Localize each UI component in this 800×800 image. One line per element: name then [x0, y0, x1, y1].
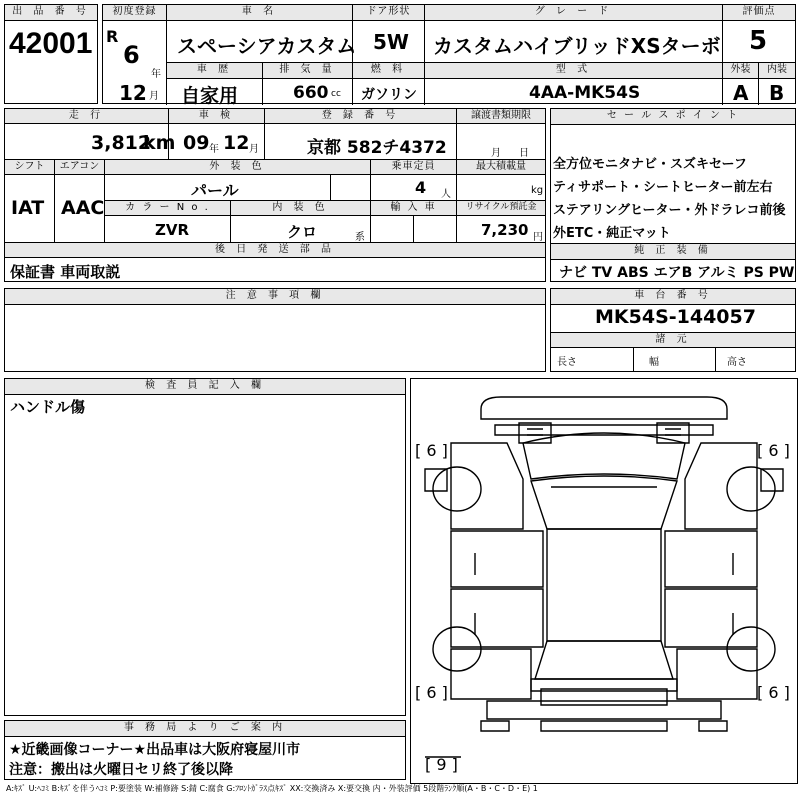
model-value: [425, 79, 723, 105]
tire-fl-value: 6: [426, 441, 437, 460]
plate-value: [265, 124, 457, 160]
model-text: 4AA-MK54S: [529, 83, 641, 103]
history-text: 自家用: [181, 85, 239, 107]
chassis-box: [550, 288, 796, 372]
reg-year-value: 6: [123, 41, 140, 69]
dimensions-header: 諸 元: [551, 332, 795, 348]
transfer-day-unit: 日: [519, 148, 529, 159]
tire-fr-value: 6: [768, 441, 779, 460]
dim-divider-1: [633, 347, 634, 371]
door-value: [353, 21, 425, 63]
inspector-value: ハンドル傷: [10, 398, 86, 416]
lot-number-value: 42001: [9, 27, 93, 60]
sales-points-box: [550, 108, 796, 282]
inspector-box: [4, 378, 406, 716]
grade-text: カスタムハイブリッドXSターボ: [433, 34, 721, 58]
int-color-value: [231, 216, 371, 243]
car-name-header: 車 名: [167, 5, 353, 21]
tire-fr-label: [ 6 ]: [757, 441, 790, 460]
int-color-header: 内 装 色: [231, 201, 371, 216]
recycle-text: 7,230: [481, 221, 529, 239]
door-text: 5W: [373, 30, 409, 54]
mileage-text: 3,812: [91, 132, 152, 154]
history-header: 車 歴: [167, 63, 263, 79]
kei-unit: 系: [355, 232, 365, 243]
year-unit: 年: [151, 69, 161, 80]
cc-unit: cc: [331, 89, 341, 99]
person-unit: 人: [441, 189, 451, 200]
plate-text: 京都 582チ4372: [307, 138, 447, 158]
transfer-header: 譲渡書類期限: [457, 109, 545, 124]
tire-rl-value: 6: [426, 683, 437, 702]
ac-header: エアコン: [55, 160, 105, 175]
insp-month-text: 12: [223, 132, 250, 154]
era-label: R: [106, 27, 119, 46]
import-value: [371, 216, 457, 243]
sales-points-header: セ ー ル ス ポ イ ン ト: [551, 109, 795, 125]
shift-value: [5, 175, 55, 243]
transfer-value: [457, 124, 545, 160]
office-box: [4, 720, 406, 780]
genuine-value: ナビ TV ABS エアB アルミ PS PW: [559, 265, 795, 281]
fuel-text: ガソリン: [361, 87, 417, 103]
km-unit: km: [143, 132, 176, 154]
door-header: ドア形状: [353, 5, 425, 21]
tire-rl-label: [ 6 ]: [415, 683, 448, 702]
inspector-header: 検 査 員 記 入 欄: [5, 379, 405, 395]
score-text: 5: [749, 26, 768, 56]
shift-header: シフト: [5, 160, 55, 175]
yen-unit: 円: [533, 232, 543, 243]
recycle-value: [457, 216, 545, 243]
model-header: 型 式: [425, 63, 723, 79]
displacement-value: [263, 79, 353, 105]
fuel-header: 燃 料: [353, 63, 425, 79]
car-outline: [411, 379, 797, 783]
exterior-value: [723, 79, 759, 105]
car-diagram: [410, 378, 798, 784]
fuel-value: [353, 79, 425, 105]
ext-color-value: [105, 175, 331, 201]
transfer-month-unit: 月: [491, 148, 501, 159]
tire-rr-value: 6: [768, 683, 779, 702]
insp-month-unit: 月: [249, 144, 259, 155]
width-label: 幅: [649, 357, 659, 368]
sales-point-line-2: ティサポート・シートヒーター前左右: [553, 180, 773, 195]
ext-color-extra: [331, 175, 371, 201]
int-color-text: クロ: [287, 223, 318, 241]
interior-value: [759, 79, 795, 105]
import-header: 輸 入 車: [371, 201, 457, 216]
exterior-text: A: [733, 81, 749, 105]
color-no-header: カ ラ ー N o .: [105, 201, 231, 216]
mileage-header: 走 行: [5, 109, 169, 124]
first-reg-header: 初度登録: [103, 5, 167, 21]
capacity-header: 乗車定員: [371, 160, 457, 175]
office-line-2: 注意：搬出は火曜日セリ終了後以降: [9, 762, 233, 778]
damage-legend: A:ｷｽﾞ U:ﾍｺﾐ B:ｷｽﾞを伴うﾍｺﾐ P:要塗装 W:補修跡 S:錆 C:腐食 G:ﾌﾛﾝﾄｶﾞﾗｽ点ｷｽﾞ XX:交換済み X:要交換 内・外装評価 5段階ﾗﾝｸ順(A・B・C・D・E) 1: [6, 784, 538, 793]
mileage-value: [5, 124, 176, 160]
interior-text: B: [769, 81, 785, 105]
displacement-text: 660: [293, 83, 329, 103]
dim-divider-2: [715, 347, 716, 371]
office-header: 事 務 局 よ り ご 案 内: [5, 721, 405, 737]
genuine-header: 純 正 装 備: [551, 243, 795, 260]
tire-rr-label: [ 6 ]: [757, 683, 790, 702]
insp-year-text: 09: [183, 132, 210, 154]
sales-point-line-3: ステアリングヒーター・外ドラレコ前後: [553, 203, 786, 218]
inspection-value: [169, 124, 265, 160]
ext-color-text: パール: [191, 181, 239, 200]
capacity-value: [371, 175, 457, 201]
later-parts-header: 後 日 発 送 部 品: [5, 243, 545, 258]
sales-point-line-1: 全方位モニタナビ・スズキセーフ: [553, 157, 747, 172]
kg-unit: kg: [531, 185, 544, 196]
score-header: 評価点: [723, 5, 795, 21]
insp-year-unit: 年: [209, 144, 219, 155]
notes-header: 注 意 事 項 欄: [5, 289, 545, 305]
interior-header: 内装: [759, 63, 795, 79]
chassis-header: 車 台 番 号: [551, 289, 795, 305]
car-name-text: スペーシアカスタム: [177, 34, 357, 58]
details-table: [4, 108, 546, 282]
grade-value: [425, 21, 723, 63]
shift-text: IAT: [11, 197, 45, 219]
max-load-value: [457, 175, 545, 201]
color-no-value: [105, 216, 231, 243]
inspection-header: 車 検: [169, 109, 265, 124]
max-load-header: 最大積載量: [457, 160, 545, 175]
sales-point-line-4: 外ETC・純正マット: [553, 226, 671, 241]
recycle-header: リサイクル預託金: [457, 201, 545, 216]
grade-header: グ レ ー ド: [425, 5, 723, 21]
main-info-table: [102, 4, 796, 107]
height-label: 高さ: [727, 357, 747, 368]
history-value: [167, 79, 263, 105]
lot-number-box: [4, 4, 98, 104]
ac-text: AAC: [61, 197, 105, 219]
plate-header: 登 録 番 号: [265, 109, 457, 124]
capacity-text: 4: [415, 178, 427, 197]
reg-month-value: 12: [119, 81, 147, 105]
import-divider: [413, 216, 414, 243]
color-no-text: ZVR: [155, 221, 190, 239]
later-parts-value: 保証書 車両取説: [10, 263, 121, 281]
ext-color-header: 外 装 色: [105, 160, 371, 175]
displacement-header: 排 気 量: [263, 63, 353, 79]
chassis-value: MK54S-144057: [595, 306, 756, 328]
lot-number-header: 出 品 番 号: [5, 5, 97, 21]
first-reg-cell: [103, 21, 167, 105]
length-label: 長さ: [557, 357, 577, 368]
office-line-1: ★近畿画像コーナー★出品車は大阪府寝屋川市: [9, 742, 301, 758]
car-name-value: [167, 21, 357, 63]
ac-value: [55, 175, 105, 243]
spare-tire-label: [ 9 ]: [425, 755, 458, 774]
score-value: [723, 21, 795, 63]
month-unit: 月: [149, 91, 159, 102]
exterior-header: 外装: [723, 63, 759, 79]
notes-box: [4, 288, 546, 372]
spare-tire-value: 9: [436, 755, 447, 774]
tire-fl-label: [ 6 ]: [415, 441, 448, 460]
